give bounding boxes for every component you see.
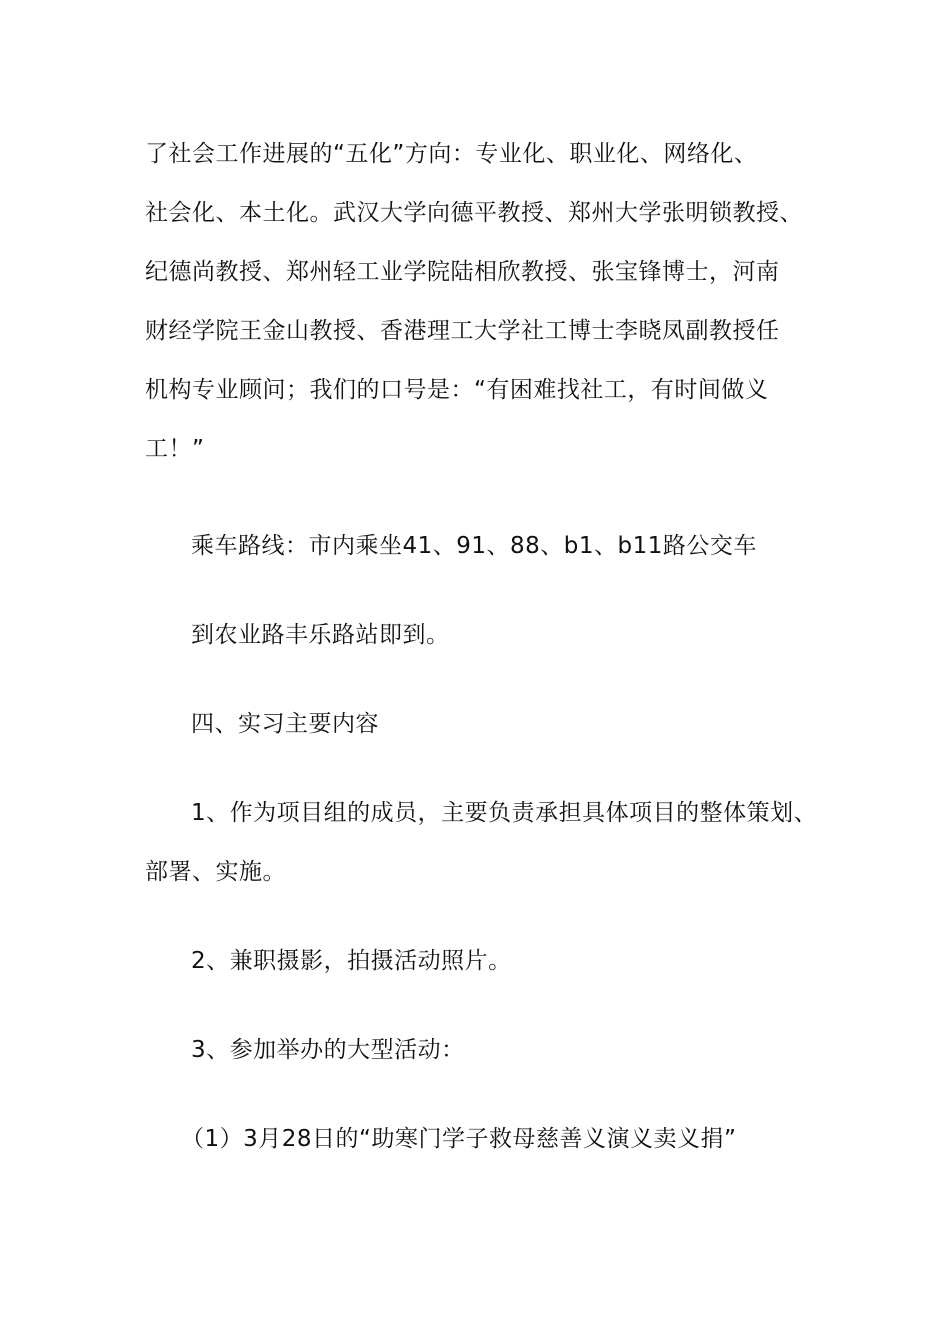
intro-line: 机构专业顾问；我们的口号是：“有困难找社工，有时间做义 [145, 377, 769, 403]
intro-line: 纪德尚教授、郑州轻工业学院陆相欣教授、张宝锋博士，河南 [145, 259, 780, 285]
item-2: 2、兼职摄影，拍摄活动照片。 [191, 948, 512, 974]
intro-line: 财经学院王金山教授、香港理工大学社工博士李晓凤副教授任 [145, 318, 780, 344]
item-1-line: 1、作为项目组的成员，主要负责承担具体项目的整体策划、 [191, 800, 818, 826]
intro-line: 工！” [145, 436, 205, 462]
section-heading: 四、实习主要内容 [191, 711, 379, 737]
intro-line: 社会化、本土化。武汉大学向德平教授、郑州大学张明锁教授、 [145, 200, 803, 226]
document-body [145, 125, 835, 1169]
route-line-2: 到农业路丰乐路站即到。 [191, 622, 450, 648]
item-3: 3、参加举办的大型活动： [191, 1037, 465, 1063]
intro-line: 了社会工作进展的“五化”方向：专业化、职业化、网络化、 [145, 141, 758, 167]
item-1-line: 部署、实施。 [145, 859, 286, 885]
intro-paragraph [145, 125, 835, 479]
sub-item-1: （1）3月28日的“助寒门学子救母慈善义演义卖义捐” [181, 1126, 737, 1152]
route-line-1: 乘车路线：市内乘坐41、91、88、b1、b11路公交车 [191, 533, 757, 559]
item-1 [145, 784, 835, 902]
